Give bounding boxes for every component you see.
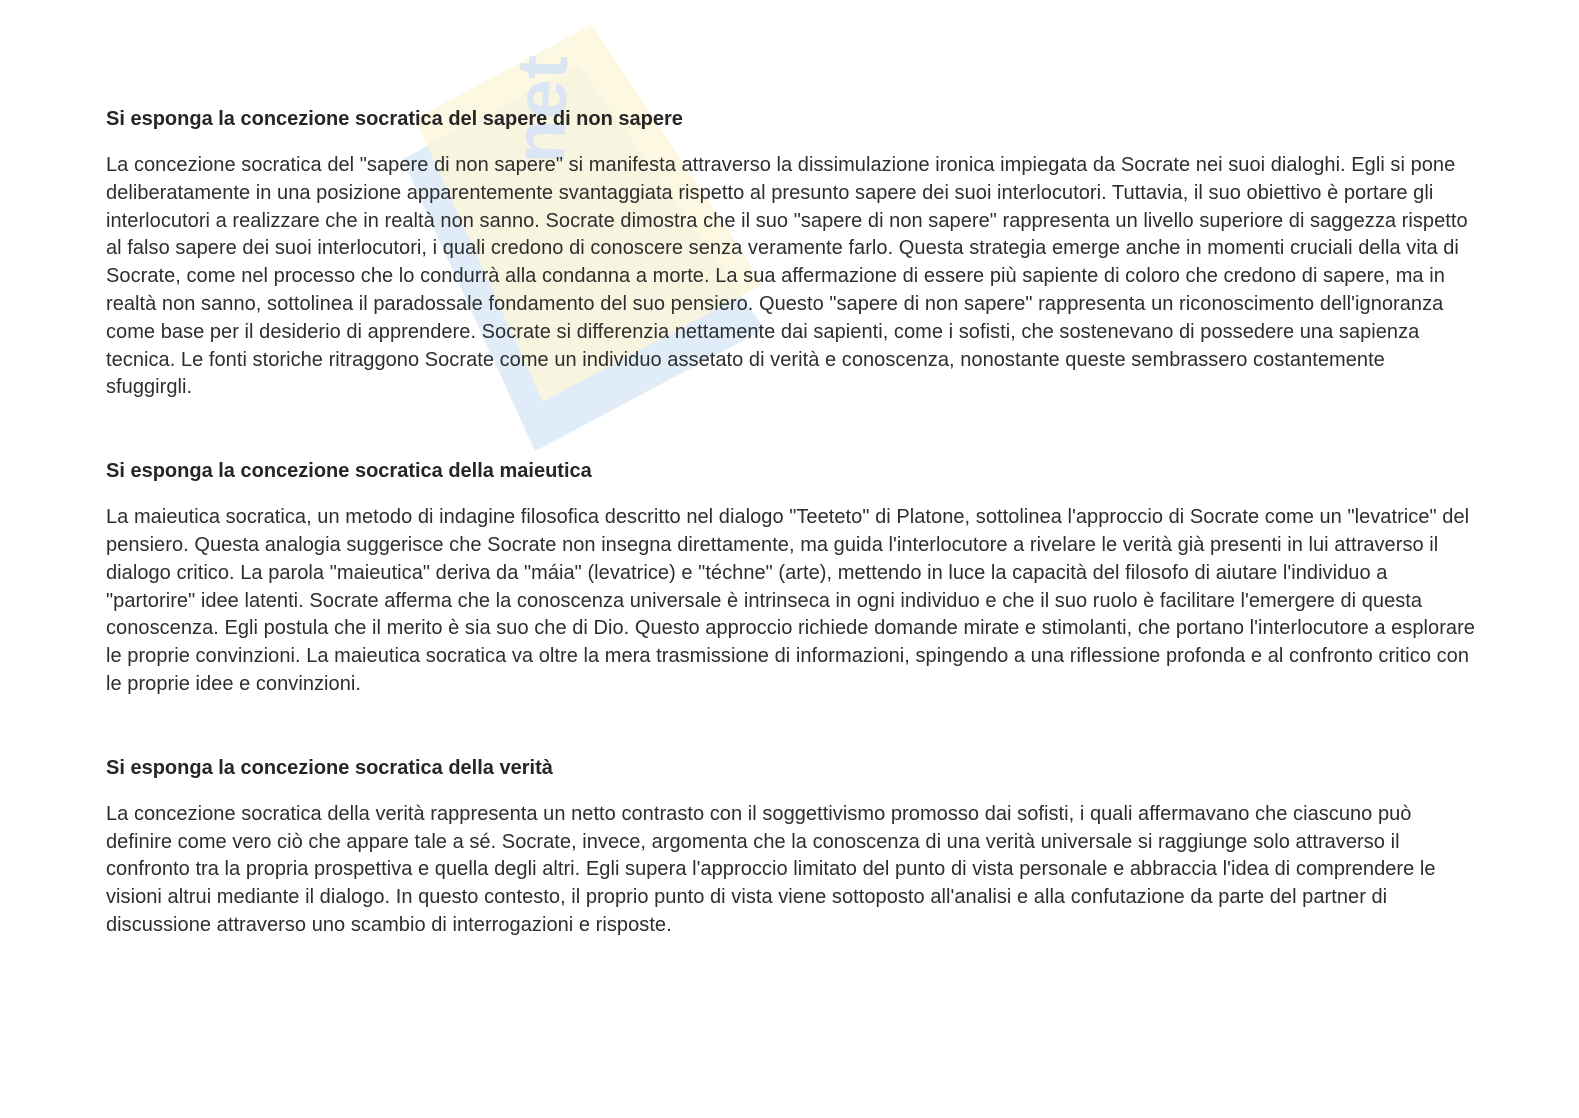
- document-body: [106, 104, 1476, 940]
- section-paragraph: La maieutica socratica, un metodo di indagine filosofica descritto nel dialogo "Teeteto" di Platone, sottolinea l'approccio di Socrate come un "levatrice" del pensiero. Questa analogia suggerisce che Socrate non insegna direttamente, ma guida l'interlocutore a rivelare le verità già presenti in lui attraverso il dialogo critico. La parola "maieutica" deriva da "máia" (levatrice) e "téchne" (arte), mettendo in luce la capacità del filosofo di aiutare l'individuo a "partorire" idee latenti. Socrate afferma che la conoscenza universale è intrinseca in ogni individuo e che il suo ruolo è facilitare l'emergere di questa conoscenza. Egli postula che il merito è sia suo che di Dio. Questo approccio richiede domande mirate e stimolanti, che portano l'interlocutore a esplorare le proprie convinzioni. La maieutica socratica va oltre la mera trasmissione di informazioni, spingendo a una riflessione profonda e al confronto critico con le proprie idee e convinzioni.: [106, 506, 1475, 695]
- watermark-text: net: [499, 53, 584, 165]
- section-paragraph: La concezione socratica della verità rappresenta un netto contrasto con il soggettivismo promosso dai sofisti, i quali affermavano che ciascuno può definire come vero ciò che appare tale a sé. Socrate, invece, argomenta che la conoscenza di una verità universale si raggiunge solo attraverso il confronto tra la propria prospettiva e quella degli altri. Egli supera l'approccio limitato del punto di vista personale e abbraccia l'idea di comprendere le visioni altrui mediante il dialogo. In questo contesto, il proprio punto di vista viene sottoposto all'analisi e alla confutazione da parte del partner di discussione attraverso uno scambio di interrogazioni e risposte.: [106, 802, 1436, 936]
- section-maieutica: [106, 456, 1476, 699]
- section-paragraph: La concezione socratica del "sapere di non sapere" si manifesta attraverso la dissimulazione ironica impiegata da Socrate nei suoi dialoghi. Egli si pone deliberatamente in una posizione apparentemente svantaggiata rispetto al presunto sapere dei suoi interlocutori. Tuttavia, il suo obiettivo è portare gli interlocutori a realizzare che in realtà non sanno. Socrate dimostra che il suo "sapere di non sapere" rappresenta un livello superiore di saggezza rispetto al falso sapere dei suoi interlocutori, i quali credono di conoscere senza veramente farlo. Questa strategia emerge anche in momenti cruciali della vita di Socrate, come nel processo che lo condurrà alla condanna a morte. La sua affermazione di essere più sapiente di coloro che credono di sapere, ma in realtà non sanno, sottolinea il paradossale fondamento del suo pensiero. Questo "sapere di non sapere" rappresenta un riconoscimento dell'ignoranza come base per il desiderio di apprendere. Socrate si differenzia nettamente dai sapienti, come i sofisti, che sostenevano di possedere una sapienza tecnica. Le fonti storiche ritraggono Socrate come un individuo assetato di verità e conoscenza, nonostante queste sembrassero costantemente sfuggirgli.: [106, 154, 1468, 399]
- section-title: Si esponga la concezione socratica del sapere di non sapere: [106, 108, 683, 130]
- section-title: Si esponga la concezione socratica della verità: [106, 756, 553, 779]
- section-sapere-di-non-sapere: [106, 104, 1476, 402]
- section-verita: [106, 753, 1476, 940]
- section-title: Si esponga la concezione socratica della maieutica: [106, 460, 592, 483]
